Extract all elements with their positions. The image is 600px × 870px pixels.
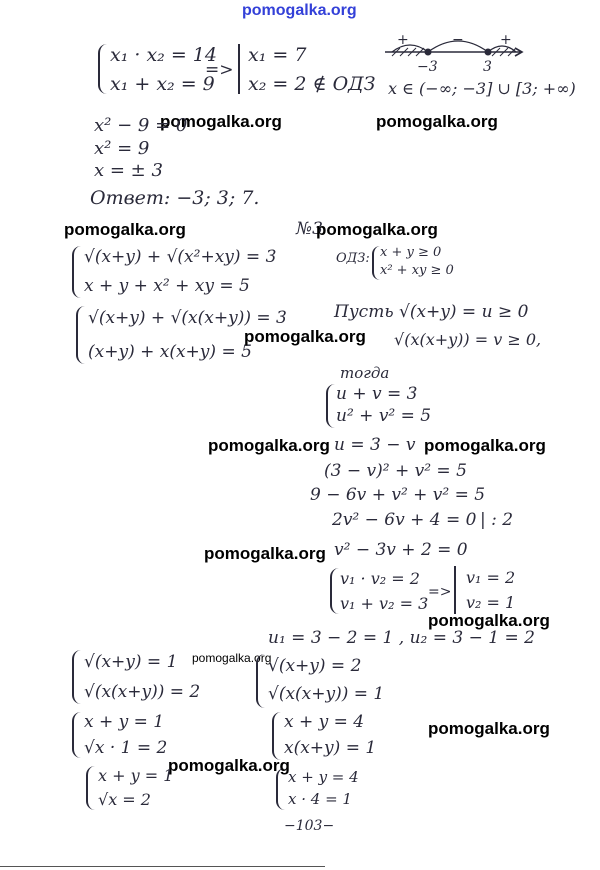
- solution-line: x₁ = 7: [248, 44, 307, 66]
- system-line: √(x+y) = 2: [268, 656, 362, 676]
- system-line: √x = 2: [98, 790, 151, 809]
- solution-line: v₁ = 2: [466, 568, 516, 587]
- odz-line: x + y ≥ 0: [380, 245, 442, 260]
- system-brace: [272, 712, 282, 760]
- system-line: (x+y) + x(x+y) = 5: [88, 342, 252, 362]
- system-brace: [330, 568, 339, 614]
- system-line: v₁ + v₂ = 3: [340, 594, 429, 613]
- implies-arrow: =>: [428, 584, 452, 600]
- system-brace: [76, 306, 86, 364]
- system-line: √(x+y) + √(x²+xy) = 3: [84, 247, 277, 267]
- point-label: −3: [417, 59, 438, 75]
- system-line: √x · 1 = 2: [84, 738, 168, 758]
- system-line: x + y + x² + xy = 5: [84, 276, 250, 296]
- system-line: u² + v² = 5: [336, 406, 432, 426]
- system-brace: [86, 766, 96, 810]
- system-line: x + y = 1: [98, 766, 174, 785]
- system-line: x + y = 4: [284, 712, 365, 732]
- sign-plus: +: [500, 32, 512, 48]
- system-line: √(x+y) + √(x(x+y)) = 3: [88, 308, 287, 328]
- watermark: pomogalka.org: [316, 220, 438, 239]
- equation-line: x² − 9 = 0: [94, 115, 188, 136]
- problem-number: №3: [296, 219, 323, 239]
- odz-brace: [372, 246, 380, 280]
- system-brace: [326, 384, 335, 428]
- watermark: pomogalka.org: [204, 544, 326, 563]
- watermark: pomogalka.org: [424, 436, 546, 455]
- equation-line: x² = 9: [94, 138, 150, 159]
- answer-line: Ответ: −3; 3; 7.: [90, 187, 260, 209]
- sign-minus: −: [452, 32, 464, 48]
- system-line: √(x(x+y)) = 1: [268, 684, 385, 704]
- system-brace: [276, 768, 286, 810]
- system-line: v₁ · v₂ = 2: [340, 569, 420, 588]
- watermark: pomogalka.org: [244, 327, 366, 346]
- equation-line: v² − 3v + 2 = 0: [334, 540, 468, 560]
- u-values-line: u₁ = 3 − 2 = 1 , u₂ = 3 − 1 = 2: [268, 628, 535, 648]
- watermark: pomogalka.org: [428, 719, 550, 738]
- substitution-line: Пусть √(x+y) = u ≥ 0: [334, 302, 529, 322]
- then-word: тогда: [340, 364, 390, 382]
- system-brace: [72, 246, 82, 298]
- implies-arrow: =>: [205, 60, 234, 80]
- system-line: x₁ · x₂ = 14: [110, 44, 217, 66]
- system-line: x + y = 4: [288, 768, 359, 786]
- substitution-line: √(x(x+y)) = v ≥ 0,: [394, 330, 542, 349]
- system-line: x(x+y) = 1: [284, 738, 377, 758]
- odz-line: x² + xy ≥ 0: [380, 263, 454, 278]
- system-line: √(x(x+y)) = 2: [84, 682, 201, 702]
- equation-line: (3 − v)² + v² = 5: [324, 461, 467, 481]
- equation-line: u = 3 − v: [334, 435, 416, 455]
- page-number: −103−: [284, 818, 335, 834]
- system-line: u + v = 3: [336, 384, 418, 404]
- odz-label: ОДЗ:: [336, 251, 370, 266]
- solution-bracket: [454, 566, 460, 614]
- watermark: pomogalka.org: [168, 756, 290, 775]
- watermark-small: pomogalka.org: [192, 651, 272, 665]
- bottom-rule: [0, 866, 325, 867]
- system-brace: [256, 654, 266, 708]
- solution-line: v₂ = 1: [466, 593, 516, 612]
- system-line: x₁ + x₂ = 9: [110, 73, 215, 95]
- system-brace: [72, 712, 82, 758]
- system-brace: [72, 650, 82, 704]
- equation-line: x = ± 3: [94, 160, 163, 181]
- watermark: pomogalka.org: [376, 112, 498, 131]
- system-line: x · 4 = 1: [288, 790, 352, 808]
- watermark: pomogalka.org: [160, 112, 282, 131]
- watermark-top: pomogalka.org: [242, 2, 357, 19]
- divide-note: | : 2: [480, 510, 514, 530]
- watermark: pomogalka.org: [428, 611, 550, 630]
- interval-answer: x ∈ (−∞; −3] ∪ [3; +∞): [388, 79, 576, 98]
- equation-line: 9 − 6v + v² + v² = 5: [310, 485, 486, 505]
- solution-line: x₂ = 2 ∉ ОДЗ: [248, 73, 376, 95]
- watermark: pomogalka.org: [64, 220, 186, 239]
- equation-line: 2v² − 6v + 4 = 0: [332, 510, 477, 530]
- system-line: x + y = 1: [84, 712, 165, 732]
- system-line: √(x+y) = 1: [84, 652, 178, 672]
- watermark: pomogalka.org: [208, 436, 330, 455]
- point-label: 3: [483, 59, 492, 75]
- sign-plus: +: [397, 32, 409, 48]
